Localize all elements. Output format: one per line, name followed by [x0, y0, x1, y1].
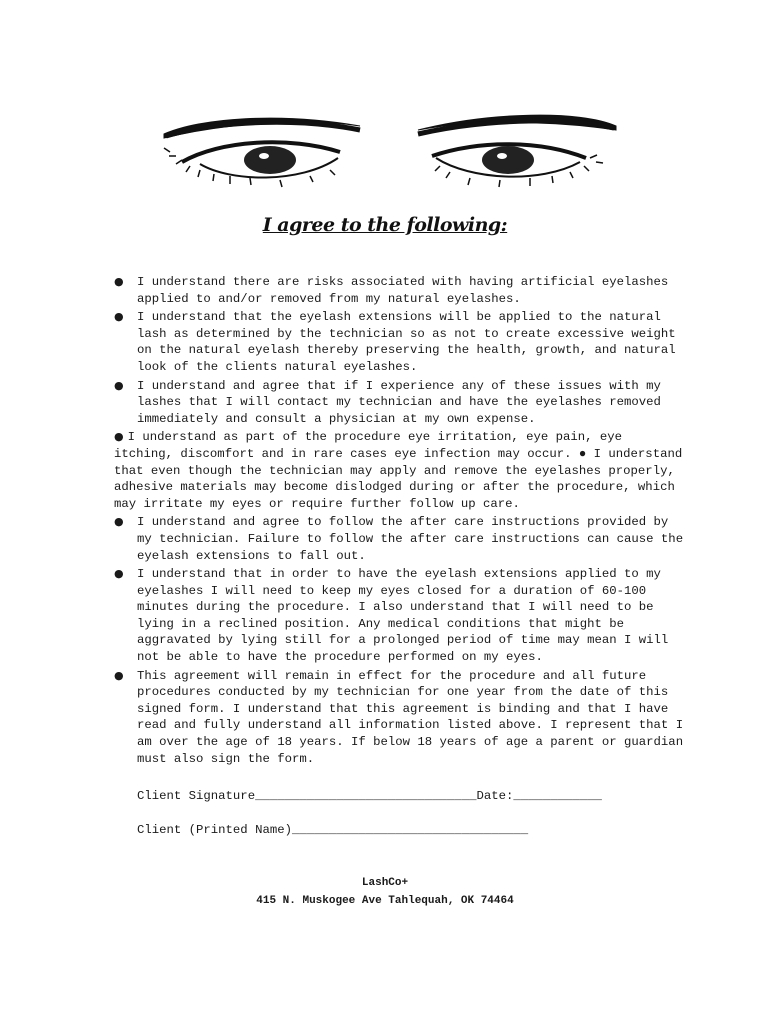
bullet-icon: ●: [114, 378, 124, 392]
list-item: [114, 378, 684, 428]
item-text: I understand and agree that if I experience any of these issues with my lashes that I will contact my technician and have the eyelashes removed immediately and consult a physician at my own expense.: [137, 378, 661, 426]
item-text: I understand as part of the procedure eye irritation, eye pain, eye itching, discomfort and in rare cases eye infection may occur. ● I understand that even though the technician may apply and remove the eyelashes properly, adhesive materials may become dislodged during or after the procedure, which may irritate my eyes or require further follow up care.: [114, 430, 683, 511]
client-printed-name-line[interactable]: Client (Printed Name)________________________________: [137, 823, 529, 837]
item-text: I understand and agree to follow the after care instructions provided by my technician. Failure to follow the after care instructions can cause the eyelash extensions to fall out.: [137, 515, 684, 563]
agreement-heading: I agree to the following:: [262, 214, 508, 236]
list-item: [114, 668, 684, 768]
bullet-icon: ●: [114, 567, 124, 581]
right-eye: [418, 115, 616, 187]
item-text: I understand there are risks associated with having artificial eyelashes applied to and/or removed from my natural eyelashes.: [137, 275, 669, 306]
agreement-list: [114, 274, 684, 769]
list-item: [114, 514, 684, 564]
eyes-illustration: [160, 100, 620, 210]
client-signature-line[interactable]: Client Signature______________________________Date:____________: [137, 789, 602, 803]
left-eye: [164, 118, 360, 187]
item-text: This agreement will remain in effect for the procedure and all future procedures conducted by my technician for one year from the date of this signed form. I understand that this agreement is binding and that I have read and fully understand all information listed above. I represent that I am over the age of 18 years. If below 18 years of age a parent or guardian must also sign the form.: [137, 668, 684, 766]
list-item: [114, 429, 684, 512]
list-item: [114, 274, 684, 307]
business-name: LashCo+: [361, 877, 409, 889]
business-address: 415 N. Muskogee Ave Tahlequah, OK 74464: [256, 895, 514, 907]
item-text: I understand that in order to have the eyelash extensions applied to my eyelashes I will need to keep my eyes closed for a duration of 60-100 minutes during the procedure. I also understand that I will need to be lying in a reclined position. Any medical conditions that might be aggravated by lying still for a prolonged period of time may mean I will not be able to have the procedure performed on my eyes.: [137, 567, 669, 665]
bullet-icon: ●: [114, 310, 124, 324]
bullet-icon: ●: [114, 430, 124, 444]
bullet-icon: ●: [114, 515, 124, 529]
item-text: I understand that the eyelash extensions will be applied to the natural lash as determined by the technician so as not to create excessive weight on the natural eyelash thereby preserving the health, growth, and natural look of the clients natural eyelashes.: [137, 310, 676, 374]
list-item: [114, 309, 684, 375]
list-item: [114, 566, 684, 666]
business-info: [0, 874, 770, 910]
bullet-icon: ●: [114, 668, 124, 682]
bullet-icon: ●: [114, 275, 124, 288]
